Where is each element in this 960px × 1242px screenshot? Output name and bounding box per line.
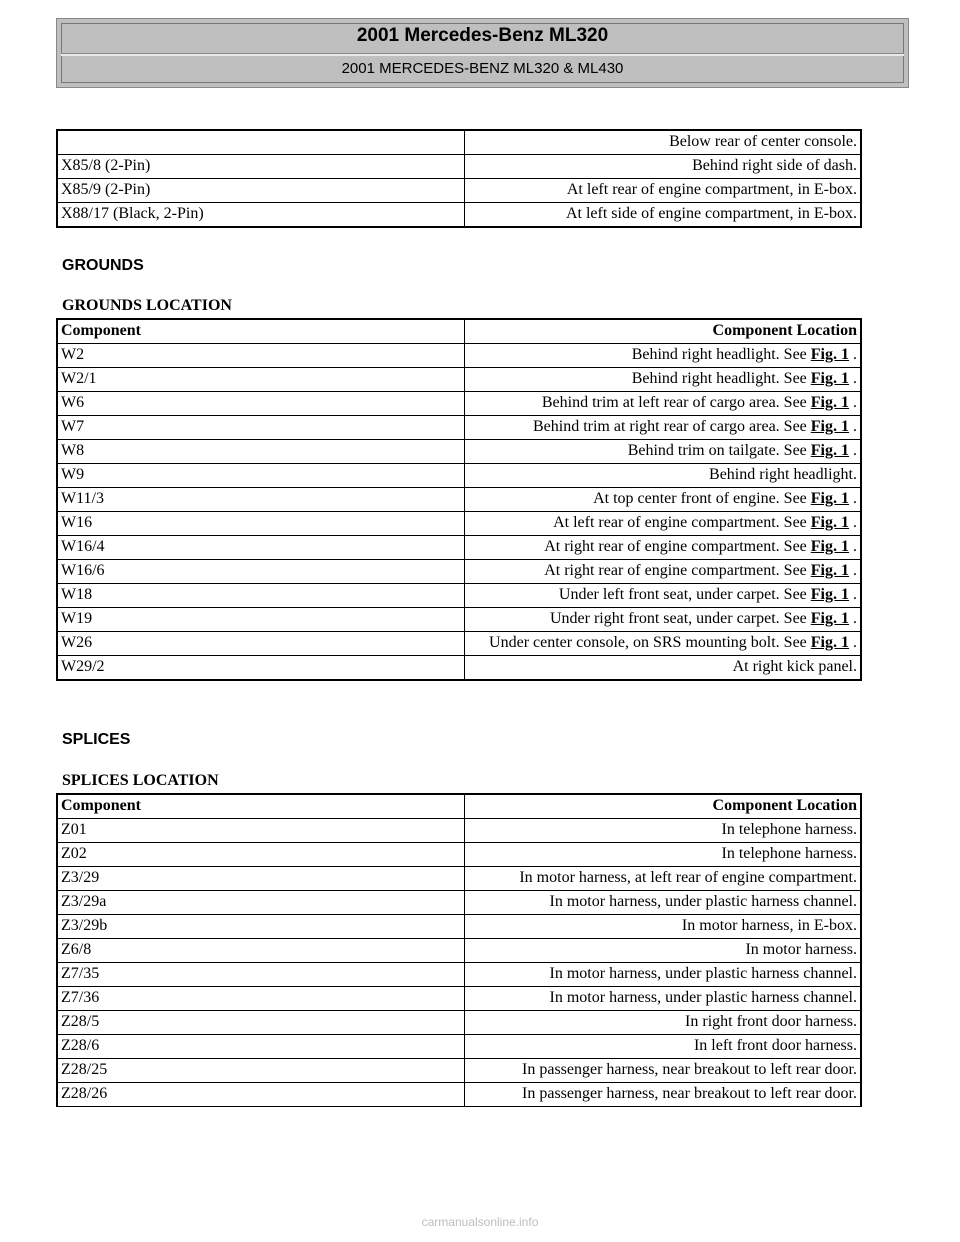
table-header-row — [57, 319, 861, 344]
figure-link[interactable]: Fig. 1 — [810, 514, 849, 531]
figure-link[interactable]: Fig. 1 — [810, 346, 849, 363]
location-cell: In telephone harness. — [465, 843, 862, 867]
location-cell — [465, 392, 862, 416]
component-cell: Z28/6 — [57, 1035, 465, 1059]
column-header-location: Component Location — [465, 794, 862, 819]
table-row — [57, 440, 861, 464]
column-header-location: Component Location — [465, 319, 862, 344]
splices-table-caption: SPLICES LOCATION — [62, 772, 219, 789]
location-cell: In left front door harness. — [465, 1035, 862, 1059]
location-cell: In right front door harness. — [465, 1011, 862, 1035]
component-cell: X85/8 (2-Pin) — [57, 155, 465, 179]
connector-continuation-table — [56, 129, 862, 228]
figure-link[interactable]: Fig. 1 — [810, 538, 849, 555]
location-cell — [465, 368, 862, 392]
component-cell: W11/3 — [57, 488, 465, 512]
location-cell: At left rear of engine compartment, in E-box. — [465, 179, 862, 203]
component-cell: Z3/29a — [57, 891, 465, 915]
location-cell: In passenger harness, near breakout to left rear door. — [465, 1059, 862, 1083]
location-cell — [465, 488, 862, 512]
table-row — [57, 464, 861, 488]
table-header-row — [57, 794, 861, 819]
header-divider — [61, 53, 904, 56]
location-text: At right kick panel. — [732, 658, 857, 675]
component-cell: W2/1 — [57, 368, 465, 392]
table-row — [57, 843, 861, 867]
component-cell: W18 — [57, 584, 465, 608]
location-cell: In motor harness, under plastic harness channel. — [465, 987, 862, 1011]
figure-link[interactable]: Fig. 1 — [810, 490, 849, 507]
location-cell — [465, 536, 862, 560]
location-cell — [465, 344, 862, 368]
table-row — [57, 130, 861, 155]
location-cell — [465, 440, 862, 464]
figure-link[interactable]: Fig. 1 — [810, 394, 849, 411]
grounds-location-table — [56, 318, 862, 681]
table-row — [57, 656, 861, 681]
splices-location-table — [56, 793, 862, 1107]
table-row — [57, 1011, 861, 1035]
location-cell — [465, 512, 862, 536]
table-row — [57, 344, 861, 368]
page-subtitle: 2001 MERCEDES-BENZ ML320 & ML430 — [341, 60, 624, 77]
table-row — [57, 939, 861, 963]
component-cell: W7 — [57, 416, 465, 440]
component-cell: W16 — [57, 512, 465, 536]
location-text-end: . — [849, 538, 857, 555]
component-cell: W29/2 — [57, 656, 465, 681]
figure-link[interactable]: Fig. 1 — [810, 370, 849, 387]
location-text-end: . — [849, 634, 857, 651]
page-header — [56, 18, 909, 88]
component-cell: Z3/29 — [57, 867, 465, 891]
location-cell: In telephone harness. — [465, 819, 862, 843]
figure-link[interactable]: Fig. 1 — [810, 418, 849, 435]
location-cell — [465, 560, 862, 584]
location-text: Behind trim on tailgate. See — [627, 442, 811, 459]
location-cell: In passenger harness, near breakout to left rear door. — [465, 1083, 862, 1107]
component-cell — [57, 130, 465, 155]
location-cell: Behind right side of dash. — [465, 155, 862, 179]
table-row — [57, 608, 861, 632]
component-cell: W16/6 — [57, 560, 465, 584]
location-cell — [465, 632, 862, 656]
figure-link[interactable]: Fig. 1 — [810, 442, 849, 459]
location-text-end: . — [849, 610, 857, 627]
component-cell: W2 — [57, 344, 465, 368]
component-cell: W16/4 — [57, 536, 465, 560]
location-text-end: . — [849, 418, 857, 435]
table-row — [57, 203, 861, 228]
component-cell: W9 — [57, 464, 465, 488]
location-text-end: . — [849, 514, 857, 531]
location-cell: In motor harness, at left rear of engine compartment. — [465, 867, 862, 891]
location-text: Behind right headlight. — [709, 466, 857, 483]
location-cell: In motor harness, under plastic harness channel. — [465, 891, 862, 915]
table-row — [57, 891, 861, 915]
location-cell: In motor harness. — [465, 939, 862, 963]
component-cell: Z3/29b — [57, 915, 465, 939]
component-cell: W8 — [57, 440, 465, 464]
component-cell: X88/17 (Black, 2-Pin) — [57, 203, 465, 228]
splices-section-title: SPLICES — [62, 731, 131, 748]
table-row — [57, 155, 861, 179]
table-row — [57, 560, 861, 584]
location-text: Under center console, on SRS mounting bolt. See — [489, 634, 811, 651]
component-cell: Z7/36 — [57, 987, 465, 1011]
table-row — [57, 632, 861, 656]
location-text-end: . — [849, 394, 857, 411]
component-cell: W19 — [57, 608, 465, 632]
watermark: carmanualsonline.info — [421, 1215, 539, 1229]
figure-link[interactable]: Fig. 1 — [810, 586, 849, 603]
location-text-end: . — [849, 562, 857, 579]
table-row — [57, 963, 861, 987]
table-row — [57, 1083, 861, 1107]
table-row — [57, 488, 861, 512]
table-row — [57, 1035, 861, 1059]
component-cell: Z28/26 — [57, 1083, 465, 1107]
table-row — [57, 987, 861, 1011]
component-cell: Z7/35 — [57, 963, 465, 987]
location-cell: In motor harness, in E-box. — [465, 915, 862, 939]
location-text-end: . — [849, 442, 857, 459]
component-cell: X85/9 (2-Pin) — [57, 179, 465, 203]
location-text-end: . — [849, 346, 857, 363]
location-text: At top center front of engine. See — [593, 490, 811, 507]
component-cell: Z02 — [57, 843, 465, 867]
component-cell: Z6/8 — [57, 939, 465, 963]
location-cell — [465, 608, 862, 632]
location-text: Under right front seat, under carpet. See — [549, 610, 811, 627]
location-cell — [465, 656, 862, 681]
location-text-end: . — [849, 586, 857, 603]
figure-link[interactable]: Fig. 1 — [810, 634, 849, 651]
location-cell: Below rear of center console. — [465, 130, 862, 155]
location-text-end: . — [849, 370, 857, 387]
table-row — [57, 915, 861, 939]
location-cell — [465, 464, 862, 488]
table-row — [57, 1059, 861, 1083]
location-cell: At left side of engine compartment, in E-box. — [465, 203, 862, 228]
location-text: Under left front seat, under carpet. See — [558, 586, 811, 603]
location-cell — [465, 584, 862, 608]
location-text: At right rear of engine compartment. See — [544, 562, 811, 579]
location-text: Behind right headlight. See — [631, 370, 811, 387]
page-title: 2001 Mercedes-Benz ML320 — [356, 25, 609, 46]
component-cell: W6 — [57, 392, 465, 416]
column-header-component: Component — [57, 319, 465, 344]
location-text: Behind right headlight. See — [631, 346, 811, 363]
location-text: Behind trim at right rear of cargo area. See — [532, 418, 811, 435]
location-text-end: . — [849, 490, 857, 507]
table-row — [57, 368, 861, 392]
table-row — [57, 536, 861, 560]
table-row — [57, 416, 861, 440]
table-row — [57, 819, 861, 843]
table-row — [57, 179, 861, 203]
figure-link[interactable]: Fig. 1 — [810, 610, 849, 627]
table-row — [57, 584, 861, 608]
location-text: Behind trim at left rear of cargo area. See — [541, 394, 811, 411]
component-cell: W26 — [57, 632, 465, 656]
table-row — [57, 867, 861, 891]
figure-link[interactable]: Fig. 1 — [810, 562, 849, 579]
component-cell: Z28/25 — [57, 1059, 465, 1083]
grounds-section-title: GROUNDS — [62, 257, 144, 274]
location-cell: In motor harness, under plastic harness channel. — [465, 963, 862, 987]
grounds-table-caption: GROUNDS LOCATION — [62, 297, 232, 314]
location-text: At left rear of engine compartment. See — [553, 514, 811, 531]
table-row — [57, 512, 861, 536]
component-cell: Z28/5 — [57, 1011, 465, 1035]
table-row — [57, 392, 861, 416]
location-cell — [465, 416, 862, 440]
column-header-component: Component — [57, 794, 465, 819]
location-text: At right rear of engine compartment. See — [544, 538, 811, 555]
component-cell: Z01 — [57, 819, 465, 843]
